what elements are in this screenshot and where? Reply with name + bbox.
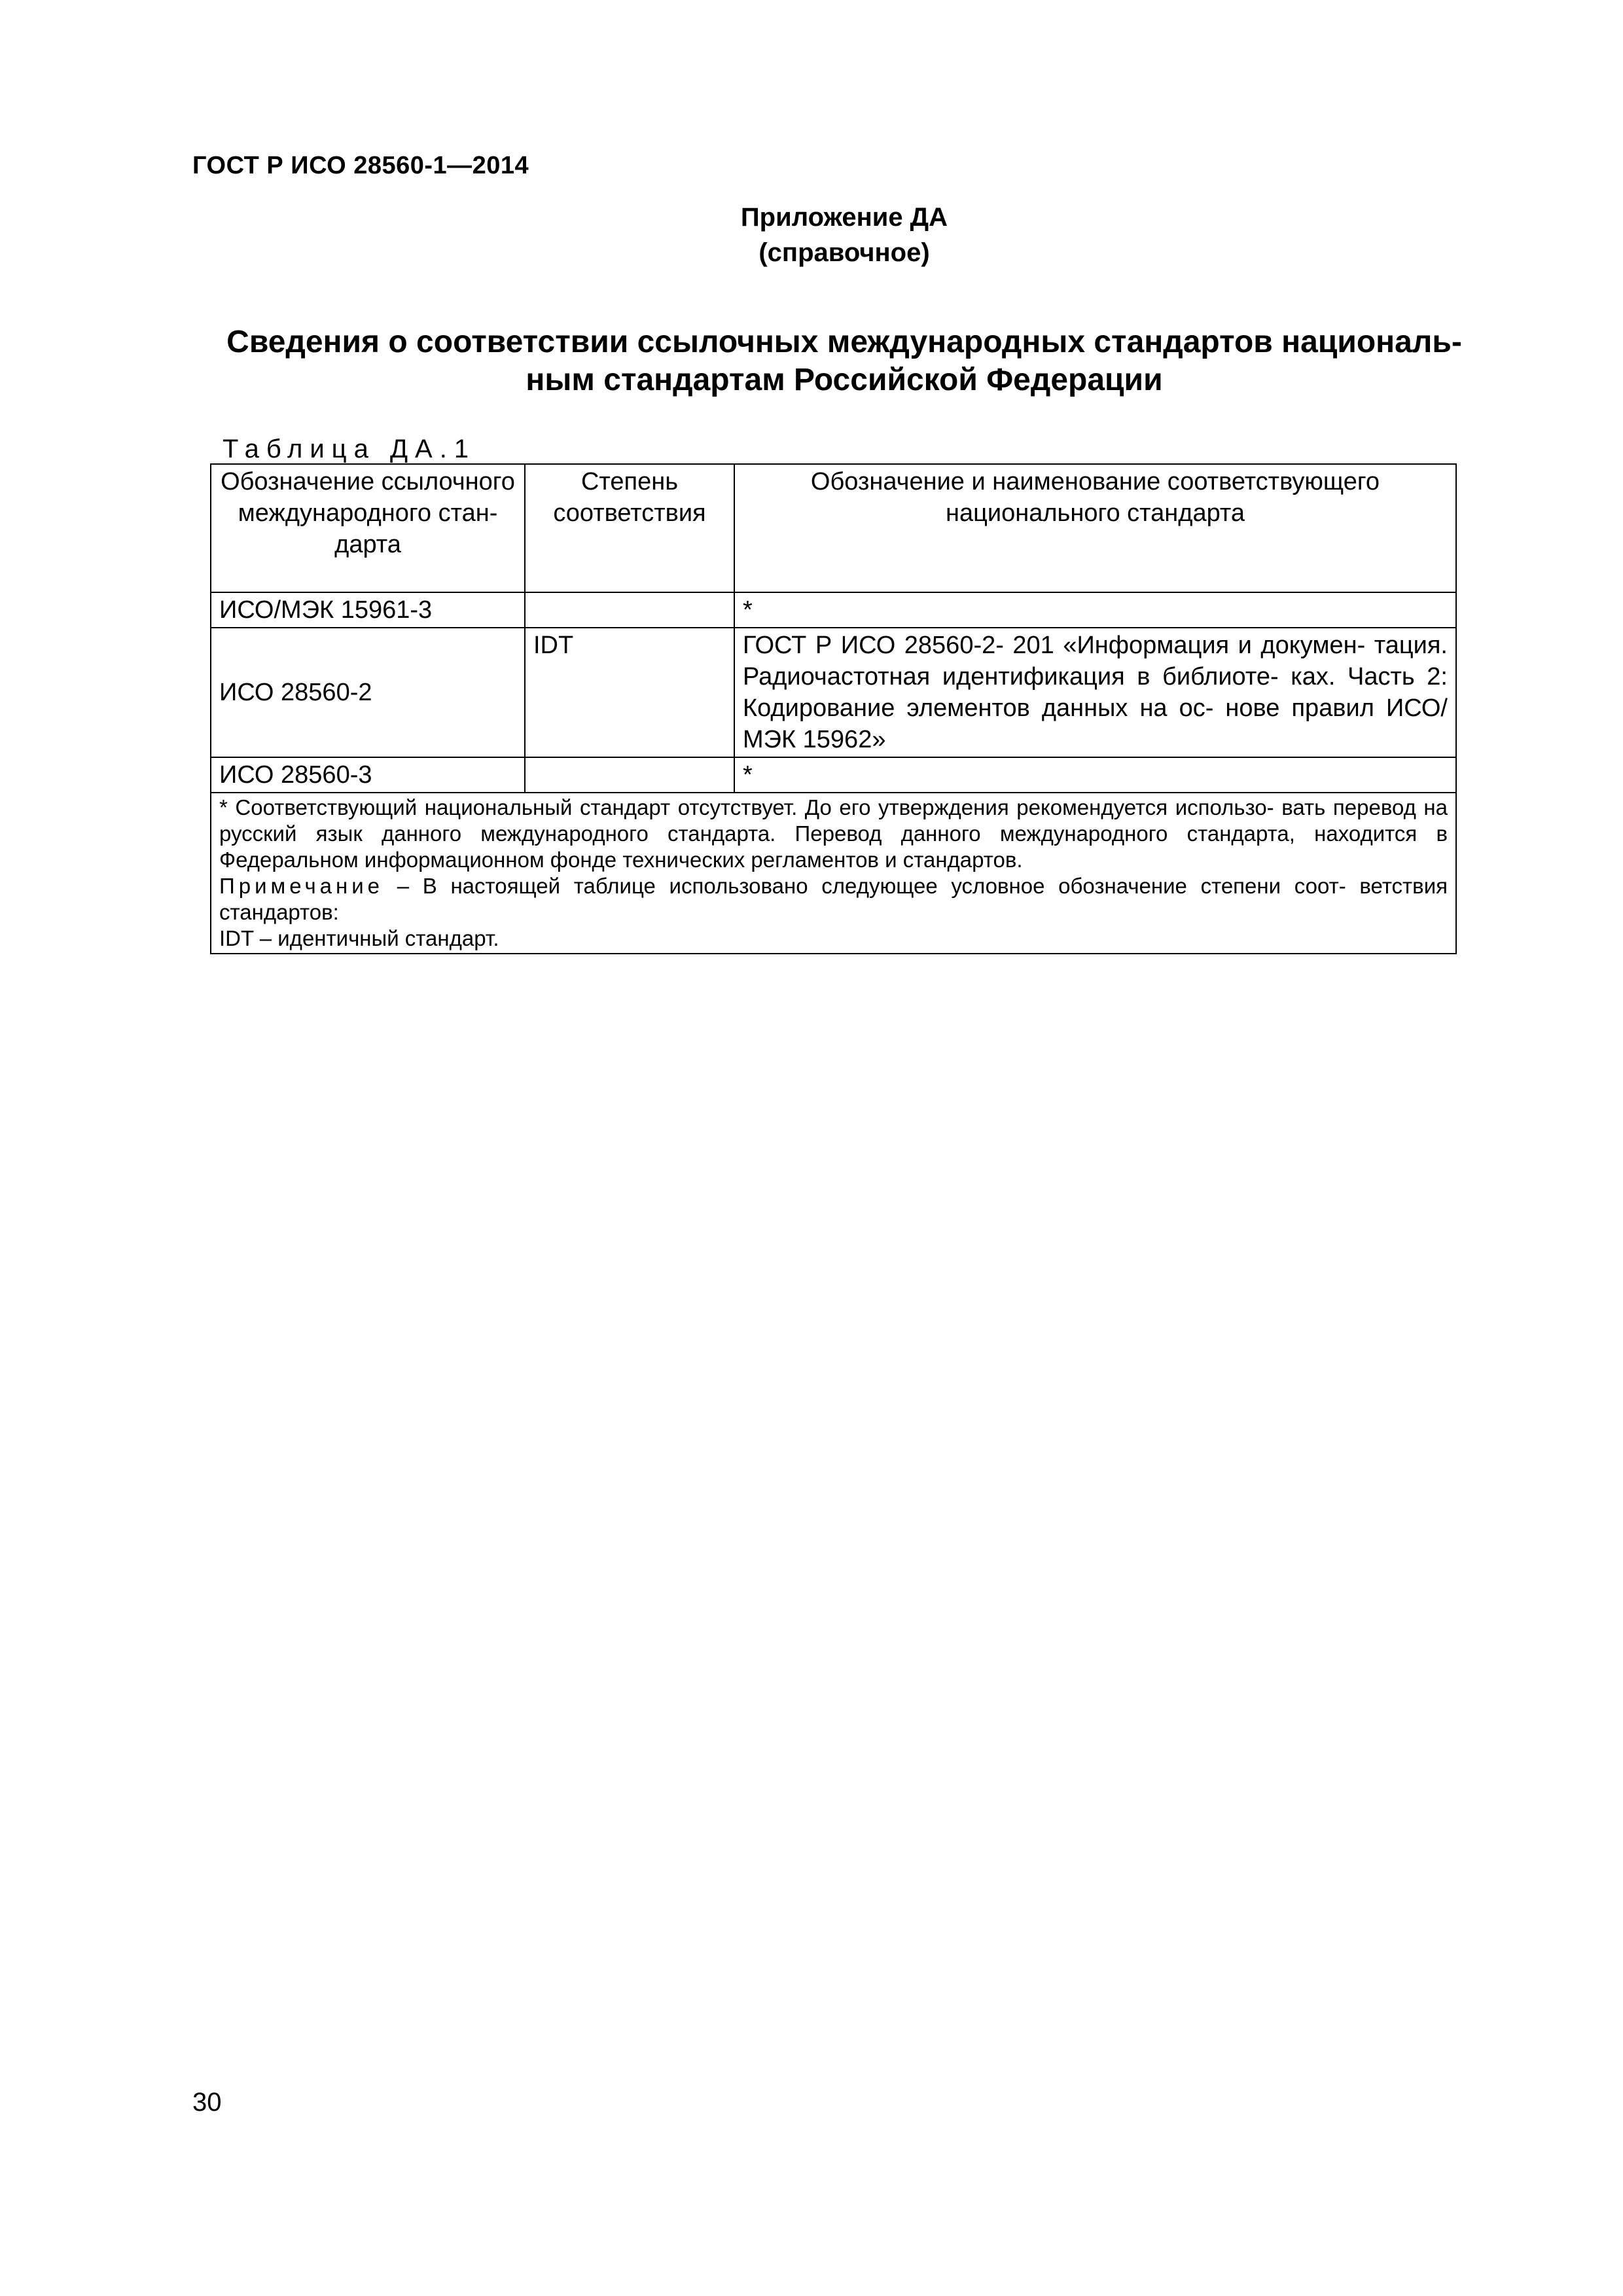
page-number: 30 <box>192 2088 222 2117</box>
appendix-subtitle: (справочное) <box>758 238 930 267</box>
cell-degree <box>525 757 734 793</box>
cell-intl-standard: ИСО 28560-3 <box>211 757 525 793</box>
document-code: ГОСТ Р ИСО 28560-1—2014 <box>192 152 529 179</box>
appendix-title: Приложение ДА <box>740 203 948 232</box>
header-intl-standard: Обозначение ссылочного международного стан- дарта <box>211 464 525 592</box>
section-title <box>203 323 1486 399</box>
cell-national-standard: * <box>734 757 1456 793</box>
note-label: Примечание <box>219 874 384 898</box>
cell-intl-standard: ИСО/МЭК 15961-3 <box>211 592 525 628</box>
table-footnote <box>211 793 1456 954</box>
table-caption: Таблица ДА.1 <box>223 435 476 463</box>
section-title-line-2: ным стандартам Российской Федерации <box>526 363 1163 397</box>
note-text: – В настоящей таблице использовано следующее условное обозначение степени соот- ветствия стандартов: <box>219 874 1448 924</box>
table-header-row <box>211 464 1456 592</box>
cell-national-standard: * <box>734 592 1456 628</box>
note-paragraph <box>219 873 1448 925</box>
cell-degree <box>525 592 734 628</box>
table-row <box>211 592 1456 628</box>
table-footnote-row <box>211 793 1456 954</box>
header-national-standard: Обозначение и наименование соответствующего национального стандарта <box>734 464 1456 592</box>
appendix-heading <box>0 200 1623 270</box>
correspondence-table <box>210 463 1457 954</box>
legend-text: IDT – идентичный стандарт. <box>219 926 499 950</box>
section-title-line-1: Сведения о соответствии ссылочных международных стандартов националь- <box>226 325 1462 359</box>
cell-intl-standard: ИСО 28560-2 <box>211 628 525 757</box>
table-row <box>211 628 1456 757</box>
footnote-text: * Соответствующий национальный стандарт отсутствует. До его утверждения рекомендуется использо- вать перевод на русский язык данного международного стандарта. Перевод данного международного стандарта, находится в Федеральном информационном фонде технических регламентов и стандартов. <box>219 795 1448 872</box>
cell-degree: IDT <box>525 628 734 757</box>
table-row <box>211 757 1456 793</box>
cell-national-standard: ГОСТ Р ИСО 28560-2- 201 «Информация и докумен- тация. Радиочастотная идентификация в библиоте- ках. Часть 2: Кодирование элементов данных на ос- нове правил ИСО/МЭК 15962» <box>734 628 1456 757</box>
header-degree: Степень соответствия <box>525 464 734 592</box>
